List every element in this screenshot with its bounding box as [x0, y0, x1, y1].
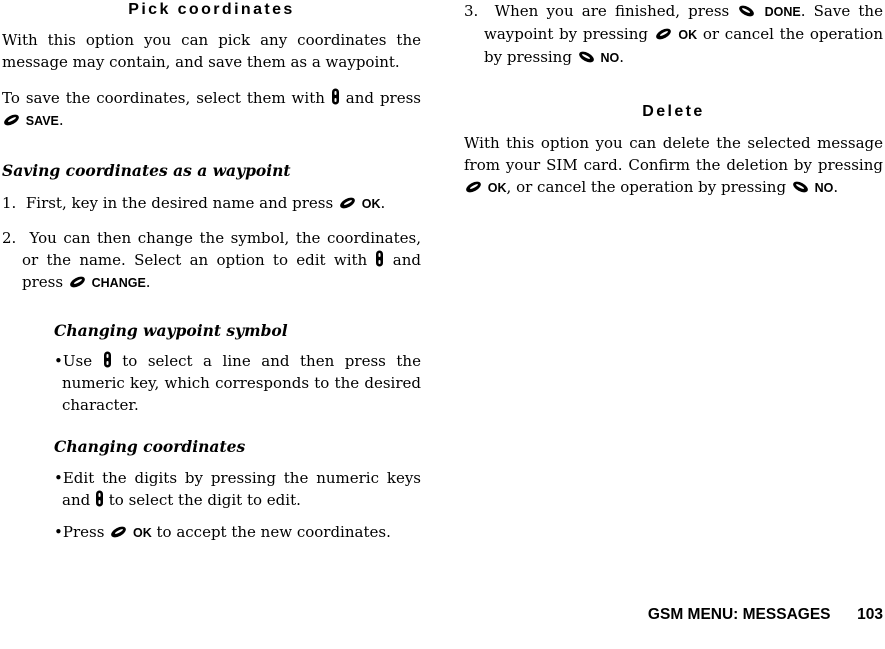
done-key-label: DONE: [764, 5, 801, 19]
ok-key-label: OK: [487, 181, 507, 195]
right-softkey-icon: [737, 4, 756, 18]
page-footer: [648, 606, 883, 624]
left-column: [2, 0, 421, 544]
sub-steps: [54, 320, 421, 544]
intro-paragraph: With this option you can pick any coordinates the message may contain, and save them as a waypoint.: [2, 31, 421, 71]
no-key-label: NO: [814, 181, 834, 195]
ok-key-label: OK: [132, 526, 152, 540]
step-3: 3. When you are finished, press DONE. Save the waypoint by pressing OK or cancel the operation by pressing NO.: [464, 2, 883, 66]
step-2: 2. You can then change the symbol, the coordinates, or the name. Select an option to edit with and press CHANGE.: [2, 229, 421, 291]
left-softkey-icon: [109, 525, 128, 539]
ok-key-label: OK: [678, 28, 698, 42]
left-softkey-icon: [464, 180, 483, 194]
scroll-key-icon: [103, 351, 112, 368]
subheading-changing-coordinates: Changing coordinates: [54, 437, 246, 456]
change-key-label: CHANGE: [91, 276, 146, 290]
scroll-key-icon: [331, 88, 340, 105]
scroll-key-icon: [375, 250, 384, 267]
left-softkey-icon: [2, 113, 21, 127]
page-number: 103: [857, 606, 883, 623]
left-softkey-icon: [338, 196, 357, 210]
subheading-changing-symbol: Changing waypoint symbol: [54, 321, 288, 340]
left-softkey-icon: [654, 27, 673, 41]
footer-section-title: GSM MENU: MESSAGES: [647, 606, 831, 623]
bullet-use-scroll: •Use to select a line and then press the numeric key, which corresponds to the desired character.: [54, 352, 421, 414]
right-column: [464, 0, 883, 199]
subheading-saving-waypoint: Saving coordinates as a waypoint: [2, 161, 291, 180]
step-1: 1. First, key in the desired name and press OK.: [2, 194, 386, 212]
scroll-key-icon: [95, 490, 104, 507]
no-key-label: NO: [600, 51, 620, 65]
save-key-label: SAVE: [25, 114, 59, 128]
right-softkey-icon: [577, 50, 596, 64]
section-heading-delete: Delete: [642, 103, 705, 120]
left-softkey-icon: [68, 275, 87, 289]
ok-key-label: OK: [361, 197, 381, 211]
right-softkey-icon: [791, 180, 810, 194]
bullet-edit-digits: •Edit the digits by pressing the numeric keys and to select the digit to edit.: [54, 469, 421, 509]
save-paragraph: To save the coordinates, select them with and press SAVE.: [2, 89, 421, 129]
delete-paragraph: With this option you can delete the selected message from your SIM card. Confirm the deletion by pressing OK, or cancel the operation by pressing NO.: [464, 134, 883, 196]
bullet-press-ok: •Press OK to accept the new coordinates.: [54, 523, 391, 541]
section-heading-pick-coordinates: Pick coordinates: [128, 1, 295, 18]
